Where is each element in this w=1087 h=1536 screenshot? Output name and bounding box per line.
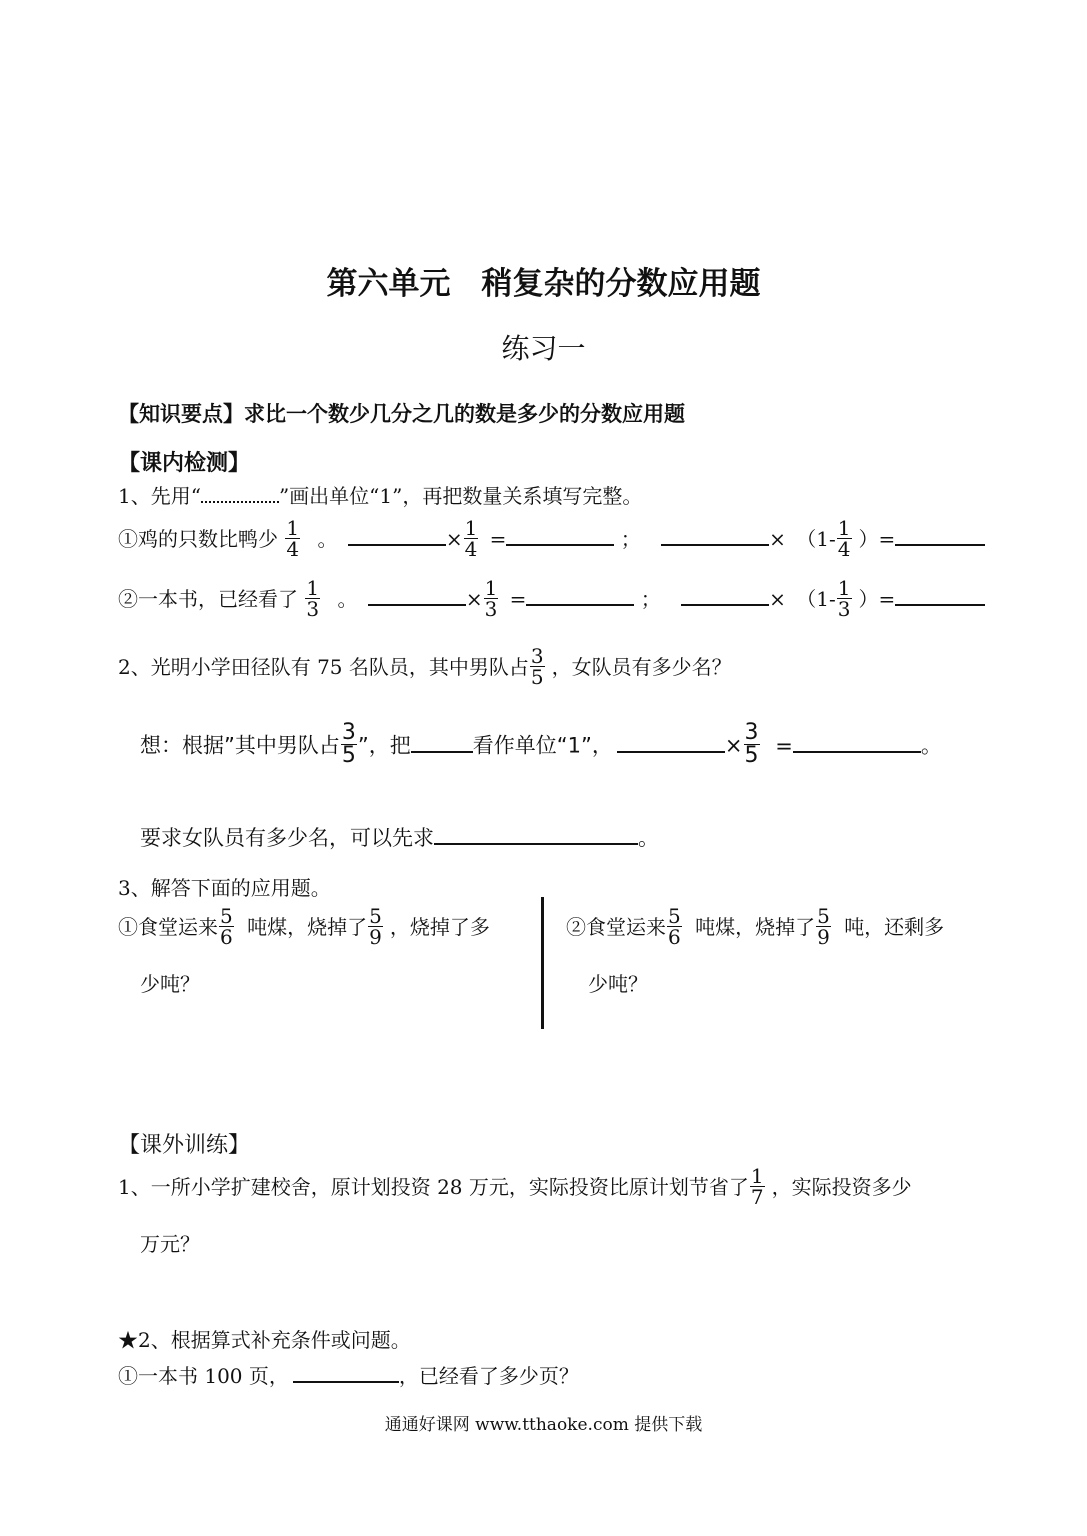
answer-blank[interactable] bbox=[895, 530, 985, 546]
fraction: $\frac{3}{5}$ bbox=[341, 720, 356, 768]
fraction: $\frac{5}{9}$ bbox=[369, 904, 382, 949]
answer-blank[interactable] bbox=[793, 737, 921, 753]
page-title: 第六单元 稍复杂的分数应用题 bbox=[326, 266, 761, 302]
fraction: $\frac{1}{3}$ bbox=[306, 576, 320, 621]
section-in-class: 【课内检测】 bbox=[118, 451, 251, 476]
answer-blank[interactable] bbox=[617, 737, 725, 753]
e1-line1: 1、一所小学扩建校舍，原计划投资 28 万元，实际投资比原计划节省了 $\frac{1}{7}$ ，实际投资多少 bbox=[118, 1164, 912, 1209]
dotted-line-sample bbox=[201, 487, 279, 503]
q1-item1: ①鸡的只数比鸭少 $\frac{1}{4}$ 。 × $\frac{1}{4}$ = ； × （1- $\frac{1}{4}$ ）= bbox=[118, 520, 985, 561]
fraction: $\frac{3}{5}$ bbox=[744, 720, 759, 768]
answer-blank[interactable] bbox=[293, 1367, 399, 1383]
e1-line2: 万元？ bbox=[140, 1232, 200, 1256]
answer-blank[interactable] bbox=[895, 590, 985, 606]
answer-blank[interactable] bbox=[681, 590, 769, 606]
answer-blank[interactable] bbox=[434, 829, 638, 845]
q3-left-line1: ①食堂运来 $\frac{5}{6}$ 吨煤，烧掉了 $\frac{5}{9}$ ，烧掉了多 bbox=[118, 904, 490, 949]
q1-instruction: 1、先用“ ”画出单位“1”，再把数量关系填写完整。 bbox=[118, 484, 643, 508]
fraction: $\frac{5}{6}$ bbox=[220, 904, 233, 949]
fraction: $\frac{1}{3}$ bbox=[837, 576, 851, 621]
fraction: $\frac{3}{5}$ bbox=[530, 644, 544, 689]
page-footer: 通通好课网 www.tthaoke.com 提供下载 bbox=[384, 1415, 703, 1435]
q3-right-line1: ②食堂运来 $\frac{5}{6}$ 吨煤，烧掉了 $\frac{5}{9}$ 吨，还剩多 bbox=[566, 904, 945, 949]
q2-question: 2、光明小学田径队有 75 名队员，其中男队占 $\frac{3}{5}$ ，女队员有多少名？ bbox=[118, 644, 732, 689]
answer-blank[interactable] bbox=[368, 590, 466, 606]
q2-ask: 要求女队员有多少名，可以先求 。 bbox=[140, 826, 659, 850]
section-after-class: 【课外训练】 bbox=[118, 1133, 251, 1158]
q3-right-line2: 少吨？ bbox=[588, 972, 648, 996]
fraction: $\frac{1}{4}$ bbox=[464, 516, 478, 561]
answer-blank[interactable] bbox=[411, 737, 473, 753]
answer-blank[interactable] bbox=[661, 530, 769, 546]
q3-heading: 3、解答下面的应用题。 bbox=[118, 876, 331, 900]
answer-blank[interactable] bbox=[348, 530, 446, 546]
fraction: $\frac{5}{6}$ bbox=[668, 904, 681, 949]
q2-think: 想：根据”其中男队占 $\frac{3}{5}$ ”，把 看作单位“1”， × $\frac{3}{5}$ = 。 bbox=[140, 720, 942, 768]
answer-blank[interactable] bbox=[506, 530, 614, 546]
fraction: $\frac{1}{4}$ bbox=[286, 516, 300, 561]
answer-blank[interactable] bbox=[526, 590, 634, 606]
e2-heading: ★2、根据算式补充条件或问题。 bbox=[118, 1328, 411, 1352]
column-divider bbox=[541, 897, 544, 1029]
q1-item2: ②一本书，已经看了 $\frac{1}{3}$ 。 × $\frac{1}{3}$ = ； × （1- $\frac{1}{3}$ ）= bbox=[118, 580, 985, 621]
q3-left-line2: 少吨？ bbox=[140, 972, 200, 996]
fraction: $\frac{1}{3}$ bbox=[484, 576, 498, 621]
fraction: $\frac{5}{9}$ bbox=[817, 904, 830, 949]
fraction: $\frac{1}{7}$ bbox=[750, 1164, 764, 1209]
e2-item1: ①一本书 100 页， ，已经看了多少页？ bbox=[118, 1364, 579, 1388]
knowledge-point: 【知识要点】求比一个数少几分之几的数是多少的分数应用题 bbox=[118, 402, 685, 426]
page-subtitle: 练习一 bbox=[501, 332, 586, 365]
fraction: $\frac{1}{4}$ bbox=[837, 516, 851, 561]
